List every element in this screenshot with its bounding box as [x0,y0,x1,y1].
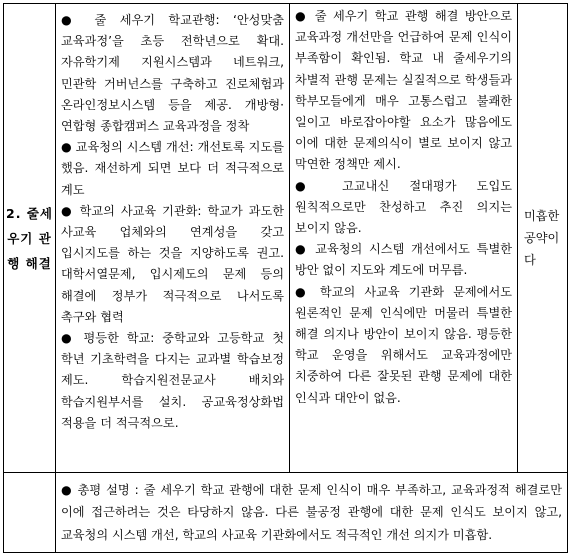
policy-cell [56,4,290,473]
evaluation-item: ● 학교의 사교육 기관화 문제에서도 원론적인 문제 인식에만 머물러 특별한 해결 의지나 방안이 보이지 않음. 평등한 학교 운영을 위해서도 교육과정에만 치중하여 다른 잘못된 관행 문제에 대한 인식과 대안이 없음. [295,284,512,405]
evaluation-table [3,3,568,553]
policy-item: ● 학교의 사교육 기관화: 학교가 과도한 사교육 업체와의 연계성을 갖고 입시지도를 하는 것을 지양하도록 권고. 대학서열문제, 입시제도의 문제 등의 해결에 정부가 적극적으로 나서도록 촉구와 협력 [61,203,284,324]
evaluation-row [4,4,568,473]
row-label: 2. 줄세우기 관행 해결 [6,205,53,271]
row-label-cell [4,4,56,473]
summary-text: ● 총평 설명 : 줄 세우기 학교 관행에 대한 문제 인식이 매우 부족하고, 교육과정적 해결로만 이에 접근하려는 것은 타당하지 않음. 다른 불공정 관행에 대한 문제 인식도 보이지 않고, 교육청의 시스템 개선, 학교의 사교육 기관화에서도 적극적인 개선 의지가 미흡함. [61,483,562,542]
summary-row [4,473,568,553]
evaluation-list [290,4,517,409]
verdict-cell [518,4,568,473]
verdict-text: 미흡한 공약이다 [524,209,560,267]
policy-item: ● 평등한 학교: 중학교와 고등학교 첫 학년 기초학력을 다지는 교과별 학습보정 제도. 학습지원전문교사 배치와 학습지원부서를 설치. 공교육정상화법 적용을 더 적극적으로. [61,331,284,430]
evaluation-item: ● 교육청의 시스템 개선에서도 특별한 방안 없이 지도와 계도에 머무름. [295,242,512,278]
policy-item: ● 줄 세우기 학교관행: ‘안성맞춤 교육과정’을 초등 전학년으로 확대. 자유학기제 지원시스템과 네트워크, 민관학 거버넌스를 구축하고 진로체험과 온라인정보시스템 등을 제공. 개방형·연합형 종합캠퍼스 교육과정을 정착 [61,13,284,134]
evaluation-item: ● 고교내신 절대평가 도입도 원칙적으로만 찬성하고 추진 의지는 보이지 않음. [295,178,512,236]
policy-list [56,4,289,434]
policy-item: ● 교육청의 시스템 개선: 개선토록 지도를 했음. 재선하게 되면 보다 더 적극적으로 계도 [61,140,284,197]
summary-empty-cell [4,473,56,553]
evaluation-cell [290,4,518,473]
evaluation-item: ● 줄 세우기 학교 관행 해결 방안으로 교육과정 개선만을 언급하여 문제 인식이 부족함이 확인됨. 학교 내 줄세우기의 차별적 관행 문제는 실질적으로 학생들과 학부모들에게 매우 고통스럽고 불쾌한 일이고 바로잡아야할 요소가 많음에도 이에 대한 문제의식이 별로 보이지 않고 막연한 정책만 제시. [295,9,512,172]
summary-cell [56,473,568,553]
